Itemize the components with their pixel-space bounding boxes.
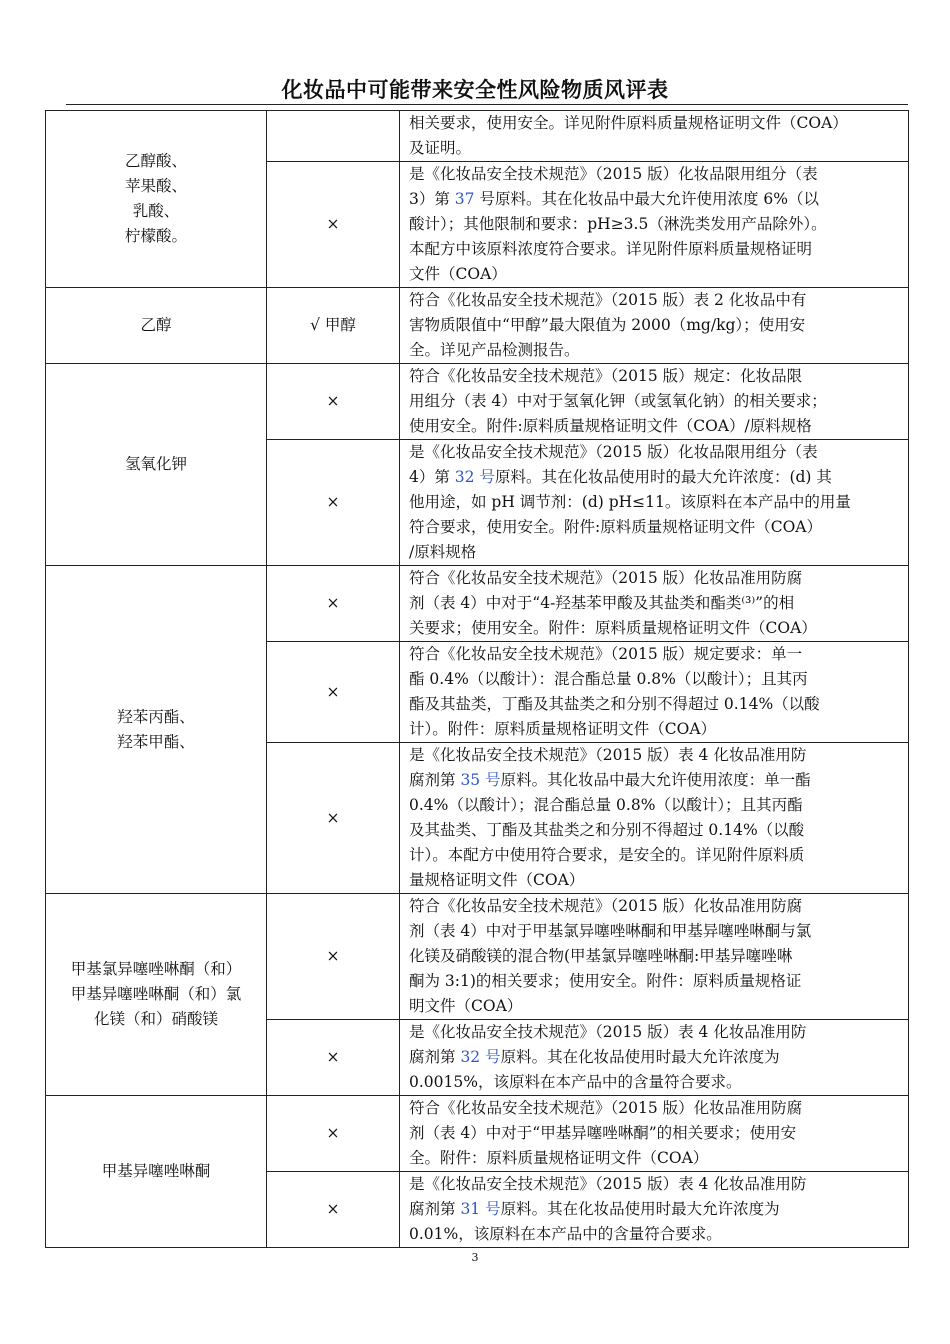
description-line xyxy=(409,1222,900,1247)
description-line xyxy=(409,843,900,868)
description-text: 剂（表 4）中对于“4-羟基苯甲酸及其盐类和酯类⁽³⁾”的相 xyxy=(409,594,795,612)
description-line xyxy=(409,1121,900,1146)
description-line xyxy=(409,465,900,490)
assessment-description-cell xyxy=(400,111,909,162)
table-row xyxy=(46,364,909,440)
description-text: 符合《化妆品安全技术规范》（2015 版）化妆品准用防腐 xyxy=(409,1099,803,1117)
page-number: 3 xyxy=(471,1251,479,1264)
description-text: 腐剂第 xyxy=(409,1200,461,1218)
description-line xyxy=(409,237,900,262)
substance-cell xyxy=(46,894,267,1096)
description-text: 原料。其在化妆品使用时的最大允许浓度：(d) 其 xyxy=(494,468,832,486)
assessment-description-cell xyxy=(400,894,909,1020)
description-line xyxy=(409,187,900,212)
assessment-description-cell xyxy=(400,440,909,566)
description-line xyxy=(409,1197,900,1222)
description-line xyxy=(409,868,900,893)
substance-name-line: 氢氧化钾 xyxy=(124,455,187,473)
table-row xyxy=(46,1096,909,1172)
substance-name-line: 羟苯甲酯、 xyxy=(117,732,195,751)
description-line xyxy=(409,414,900,439)
description-text: 及其盐类、丁酯及其盐类之和分别不得超过 0.14%（以酸 xyxy=(409,821,805,839)
description-line xyxy=(409,616,900,641)
substance-name-line: 乳酸、 xyxy=(132,202,180,220)
description-text: 及证明。 xyxy=(409,139,472,157)
description-line xyxy=(409,262,900,287)
description-text: 号原料。其在化妆品中最大允许使用浓度 6%（以 xyxy=(474,190,819,208)
substance-name-line: 乙醇 xyxy=(140,316,172,334)
table-row xyxy=(46,111,909,162)
description-line xyxy=(409,919,900,944)
substance-cell xyxy=(46,566,267,894)
description-text: 明文件（COA） xyxy=(409,997,523,1015)
description-line xyxy=(409,136,900,161)
description-text: 符合《化妆品安全技术规范》（2015 版）化妆品准用防腐 xyxy=(409,897,803,915)
risk-mark-cell: × xyxy=(267,743,400,894)
description-text: 他用途，如 pH 调节剂：(d) pH≤11。该原料在本产品中的用量 xyxy=(409,493,851,511)
description-text: 是《化妆品安全技术规范》（2015 版）表 4 化妆品准用防 xyxy=(409,1175,807,1193)
description-text: 是《化妆品安全技术规范》（2015 版）表 4 化妆品准用防 xyxy=(409,1023,807,1041)
description-text: 相关要求，使用安全。详见附件原料质量规格证明文件（COA） xyxy=(409,114,848,132)
description-text: 化镁及硝酸镁的混合物(甲基氯异噻唑啉酮:甲基异噻唑啉 xyxy=(409,947,793,965)
description-text: 关要求；使用安全。附件：原料质量规格证明文件（COA） xyxy=(409,619,817,637)
description-text: 使用安全。附件:原料质量规格证明文件（COA）/原料规格 xyxy=(409,417,812,435)
description-text: 文件（COA） xyxy=(409,265,507,283)
description-text: 4）第 xyxy=(409,468,455,486)
description-text: 全。详见产品检测报告。 xyxy=(409,341,580,359)
description-line xyxy=(409,1146,900,1171)
description-text: 计）。附件：原料质量规格证明文件（COA） xyxy=(409,720,717,738)
description-line xyxy=(409,440,900,465)
description-text: 是《化妆品安全技术规范》（2015 版）化妆品限用组分（表 xyxy=(409,443,818,461)
description-line xyxy=(409,364,900,389)
description-line xyxy=(409,1172,900,1197)
description-line xyxy=(409,1070,900,1095)
risk-mark-cell: √ 甲醇 xyxy=(267,288,400,364)
risk-mark-cell: × xyxy=(267,894,400,1020)
assessment-description-cell xyxy=(400,364,909,440)
risk-assessment-table xyxy=(45,110,909,1248)
description-text: 量规格证明文件（COA） xyxy=(409,871,585,889)
substance-cell xyxy=(46,288,267,364)
description-line xyxy=(409,313,900,338)
description-line xyxy=(409,818,900,843)
description-line xyxy=(409,490,900,515)
description-line xyxy=(409,566,900,591)
substance-name-line: 苹果酸、 xyxy=(124,177,187,195)
substance-name-line: 柠檬酸。 xyxy=(124,227,187,245)
description-text: 酯 0.4%（以酸计）：混合酯总量 0.8%（以酸计）；且其丙 xyxy=(409,670,808,688)
risk-mark-cell xyxy=(267,111,400,162)
description-text: 符合《化妆品安全技术规范》（2015 版）化妆品准用防腐 xyxy=(409,569,803,587)
description-text: 腐剂第 xyxy=(409,771,461,789)
description-text: 用组分（表 4）中对于氢氧化钾（或氢氧化钠）的相关要求； xyxy=(409,392,827,410)
description-text: 0.0015%，该原料在本产品中的含量符合要求。 xyxy=(409,1073,742,1091)
description-line xyxy=(409,1096,900,1121)
risk-mark-cell: × xyxy=(267,1096,400,1172)
assessment-description-cell xyxy=(400,162,909,288)
substance-name-line: 甲基氯异噻唑啉酮（和） xyxy=(70,960,242,978)
description-line xyxy=(409,793,900,818)
description-line xyxy=(409,667,900,692)
risk-mark-cell: × xyxy=(267,642,400,743)
description-text: 0.4%（以酸计）；混合酯总量 0.8%（以酸计）；且其丙酯 xyxy=(409,796,803,814)
substance-cell xyxy=(46,111,267,288)
description-line xyxy=(409,212,900,237)
description-text: 3）第 xyxy=(409,190,455,208)
description-text: 符合《化妆品安全技术规范》（2015 版）规定要求：单一 xyxy=(409,645,803,663)
ingredient-reference-number: 32 号 xyxy=(460,1048,501,1066)
ingredient-reference-number: 32 号 xyxy=(454,468,495,486)
description-line xyxy=(409,692,900,717)
table-row xyxy=(46,566,909,642)
risk-mark-cell: × xyxy=(267,1020,400,1096)
description-line xyxy=(409,642,900,667)
description-line xyxy=(409,994,900,1019)
description-line xyxy=(409,969,900,994)
substance-name-line: 甲基异噻唑啉酮 xyxy=(101,1162,211,1180)
ingredient-reference-number: 35 号 xyxy=(460,771,501,789)
substance-name-line: 化镁（和）硝酸镁 xyxy=(93,1010,218,1028)
description-line xyxy=(409,1020,900,1045)
substance-cell xyxy=(46,1096,267,1248)
description-line xyxy=(409,717,900,742)
description-text: 符合《化妆品安全技术规范》（2015 版）规定：化妆品限 xyxy=(409,367,803,385)
description-line xyxy=(409,591,900,616)
description-text: 是《化妆品安全技术规范》（2015 版）表 4 化妆品准用防 xyxy=(409,746,807,764)
description-text: 原料。其在化妆品使用时最大允许浓度为 xyxy=(500,1200,780,1218)
assessment-description-cell xyxy=(400,566,909,642)
description-text: 本配方中该原料浓度符合要求。详见附件原料质量规格证明 xyxy=(409,240,813,258)
description-line xyxy=(409,162,900,187)
description-line xyxy=(409,743,900,768)
substance-name-line: 甲基异噻唑啉酮（和）氯 xyxy=(70,985,242,1003)
risk-mark-cell: × xyxy=(267,566,400,642)
ingredient-reference-number: 31 号 xyxy=(460,1200,501,1218)
description-text: 害物质限值中“甲醇”最大限值为 2000（mg/kg）；使用安 xyxy=(409,316,806,334)
description-text: 是《化妆品安全技术规范》（2015 版）化妆品限用组分（表 xyxy=(409,165,818,183)
description-text: /原料规格 xyxy=(409,543,477,561)
description-text: 腐剂第 xyxy=(409,1048,461,1066)
description-line xyxy=(409,111,900,136)
description-text: 0.01%，该原料在本产品中的含量符合要求。 xyxy=(409,1225,722,1243)
assessment-description-cell xyxy=(400,1020,909,1096)
description-line xyxy=(409,894,900,919)
table-row xyxy=(46,288,909,364)
description-line xyxy=(409,389,900,414)
description-text: 酯及其盐类，丁酯及其盐类之和分别不得超过 0.14%（以酸 xyxy=(409,695,820,713)
description-text: 酸计）；其他限制和要求：pH≥3.5（淋洗类发用产品除外）。 xyxy=(409,215,827,233)
description-text: 计）。本配方中使用符合要求，是安全的。详见附件原料质 xyxy=(409,846,805,864)
assessment-description-cell xyxy=(400,288,909,364)
description-line xyxy=(409,515,900,540)
description-line xyxy=(409,540,900,565)
description-text: 全。附件：原料质量规格证明文件（COA） xyxy=(409,1149,709,1167)
description-text: 符合《化妆品安全技术规范》（2015 版）表 2 化妆品中有 xyxy=(409,291,807,309)
risk-mark-cell: × xyxy=(267,162,400,288)
table-row xyxy=(46,894,909,1020)
description-text: 剂（表 4）中对于甲基氯异噻唑啉酮和甲基异噻唑啉酮与氯 xyxy=(409,922,812,940)
document-title: 化妆品中可能带来安全性风险物质风评表 xyxy=(281,78,669,102)
assessment-description-cell xyxy=(400,1096,909,1172)
risk-mark-cell: × xyxy=(267,364,400,440)
assessment-description-cell xyxy=(400,1172,909,1248)
assessment-description-cell xyxy=(400,642,909,743)
description-line xyxy=(409,768,900,793)
title-underline xyxy=(66,104,908,105)
description-line xyxy=(409,1045,900,1070)
risk-mark-cell: × xyxy=(267,1172,400,1248)
substance-name-line: 羟苯丙酯、 xyxy=(117,707,195,726)
description-line xyxy=(409,944,900,969)
description-text: 原料。其化妆品中最大允许使用浓度：单一酯 xyxy=(500,771,811,789)
description-line xyxy=(409,288,900,313)
substance-cell xyxy=(46,364,267,566)
description-text: 原料。其在化妆品使用时最大允许浓度为 xyxy=(500,1048,780,1066)
substance-name-line: 乙醇酸、 xyxy=(124,152,187,170)
ingredient-reference-number: 37 xyxy=(454,190,475,208)
assessment-description-cell xyxy=(400,743,909,894)
risk-mark-cell: × xyxy=(267,440,400,566)
description-line xyxy=(409,338,900,363)
description-text: 剂（表 4）中对于“甲基异噻唑啉酮”的相关要求；使用安 xyxy=(409,1124,797,1142)
description-text: 酮为 3:1)的相关要求；使用安全。附件：原料质量规格证 xyxy=(409,972,802,990)
description-text: 符合要求，使用安全。附件:原料质量规格证明文件（COA） xyxy=(409,518,822,536)
